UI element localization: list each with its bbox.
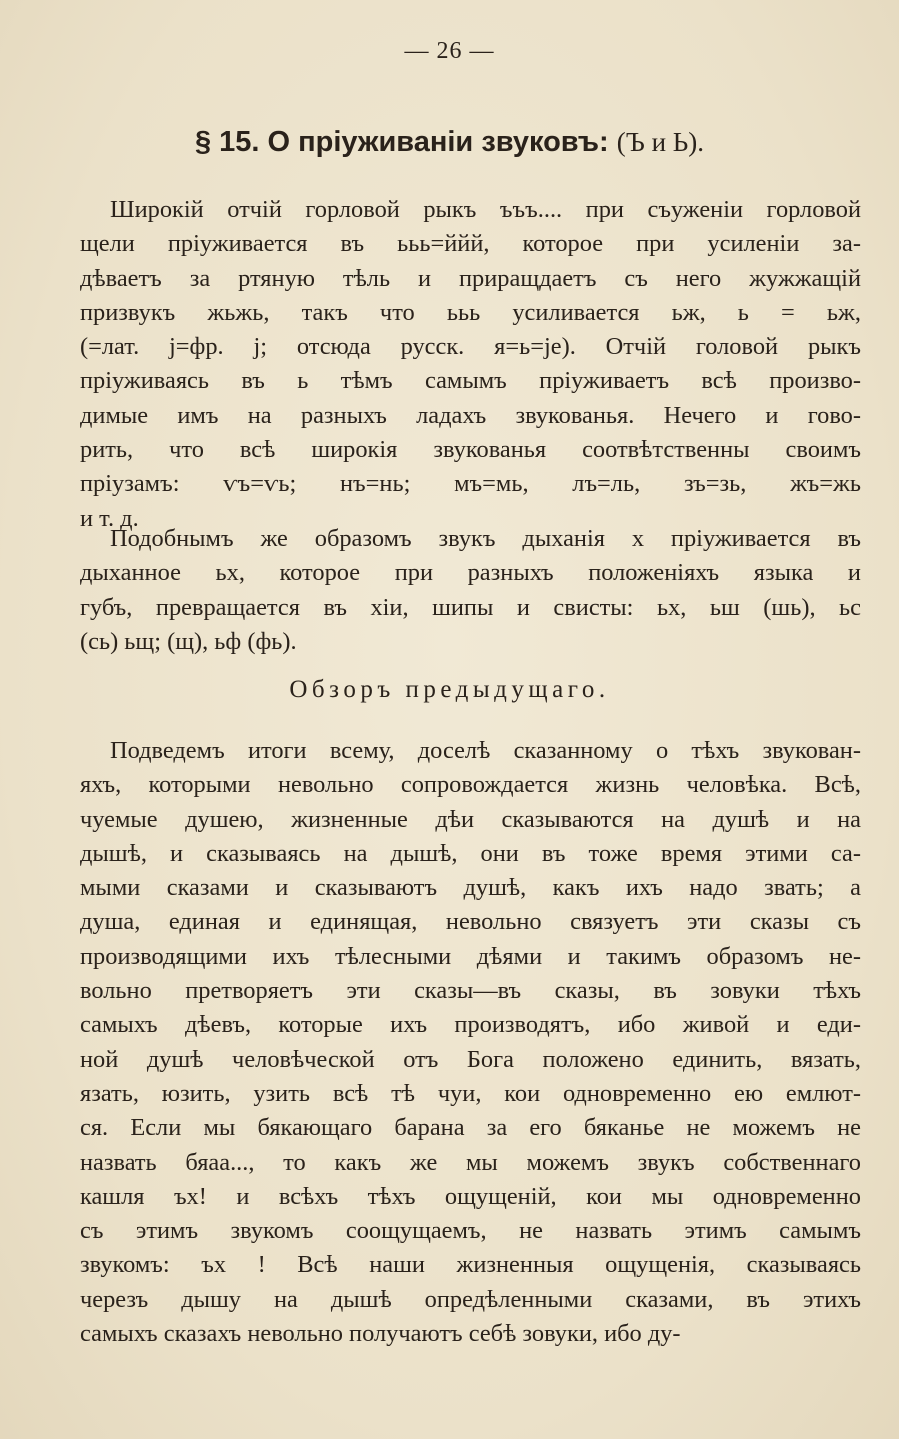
text-line: и т. д. [80, 504, 139, 532]
text-line: назвать бяаа..., то какъ же мы можемъ звукъ собственнаго [80, 1148, 861, 1176]
text-line: самыхъ сказахъ невольно получаютъ себѣ зовуки, ибо ду- [80, 1320, 681, 1348]
subheading: Обзоръ предыдущаго. [289, 676, 610, 703]
text-line: щели пріуживается въ ььь=ййй, которое при усиленіи за- [80, 230, 861, 258]
text-line: пріузамъ: ѵъ=ѵь; нъ=нь; мъ=мь, лъ=ль, зъ=зь, жъ=жь [80, 470, 861, 498]
text-line: вольно претворяетъ эти сказы—въ сказы, въ зовуки тѣхъ [80, 977, 861, 1005]
text-line: дыханное ьх, которое при разныхъ положеніяхъ языка и [80, 559, 861, 587]
section-heading [0, 126, 899, 159]
text-line: губъ, превращается въ хіи, шипы и свисты: ьх, ьш (шь), ьс [80, 593, 861, 621]
paragraph-1 [80, 193, 861, 536]
text-line: съ этимъ звукомъ соощущаемъ, не назвать этимъ самымъ [80, 1217, 861, 1245]
section-heading-main: § 15. О пріуживаніи звуковъ: [194, 126, 609, 158]
text-line: пріуживаясь въ ь тѣмъ самымъ пріуживаетъ всѣ произво- [80, 367, 861, 395]
text-line: ной душѣ человѣческой отъ Бога положено единить, вязать, [80, 1045, 861, 1073]
text-line: чуемые душею, жизненные дѣи сказываются на душѣ и на [80, 805, 861, 833]
section-heading-paren: (Ъ и Ь). [616, 127, 705, 157]
text-line: душа, единая и единящая, невольно связуетъ эти сказы съ [80, 908, 861, 936]
paragraph-2 [80, 522, 861, 659]
text-line: (=лат. j=фр. j; отсюда русск. я=ь=je). Отчій головой рыкъ [80, 333, 861, 361]
text-line: мыми сказами и сказываютъ душѣ, какъ ихъ надо звать; а [80, 874, 861, 902]
text-line: черезъ дышу на дышѣ опредѣленными сказами, въ этихъ [80, 1285, 861, 1313]
text-line: Широкій отчій горловой рыкъ ъъъ.... при съуженіи горловой [110, 196, 861, 223]
text-line: кашля ъх! и всѣхъ тѣхъ ощущеній, кои мы одновременно [80, 1182, 861, 1210]
text-line: производящими ихъ тѣлесными дѣями и такимъ образомъ не- [80, 942, 861, 970]
text-line: дышѣ, и сказываясь на дышѣ, они въ тоже время этими са- [80, 839, 861, 867]
text-line: яхъ, которыми невольно сопровождается жизнь человѣка. Всѣ, [80, 771, 861, 799]
text-line: димые имъ на разныхъ ладахъ звукованья. Нечего и гово- [80, 401, 861, 429]
text-line: дѣваетъ за ртяную тѣль и приращдаетъ съ него жужжащій [80, 264, 861, 292]
text-line: язать, юзить, узить всѣ тѣ чуи, кои одновременно ею емлют- [80, 1079, 861, 1107]
text-line: ся. Если мы бякающаго барана за его бяканье не можемъ не [80, 1114, 861, 1142]
text-line: самыхъ дѣевъ, которые ихъ производятъ, ибо живой и еди- [80, 1011, 861, 1039]
text-line: (сь) ьщ; (щ), ьф (фь). [80, 627, 297, 655]
page-number: — 26 — [404, 38, 495, 64]
text-line: Подобнымъ же образомъ звукъ дыханія х пріуживается въ [110, 525, 861, 552]
text-line: призвукъ жьжь, такъ что ььь усиливается ьж, ь = ьж, [80, 298, 861, 326]
text-line: звукомъ: ъх ! Всѣ наши жизненныя ощущенія, сказываясь [80, 1251, 861, 1279]
paragraph-3 [80, 734, 861, 1351]
text-line: Подведемъ итоги всему, доселѣ сказанному о тѣхъ звукован- [110, 737, 861, 764]
text-line: рить, что всѣ широкія звукованья соотвѣтственны своимъ [80, 436, 861, 464]
